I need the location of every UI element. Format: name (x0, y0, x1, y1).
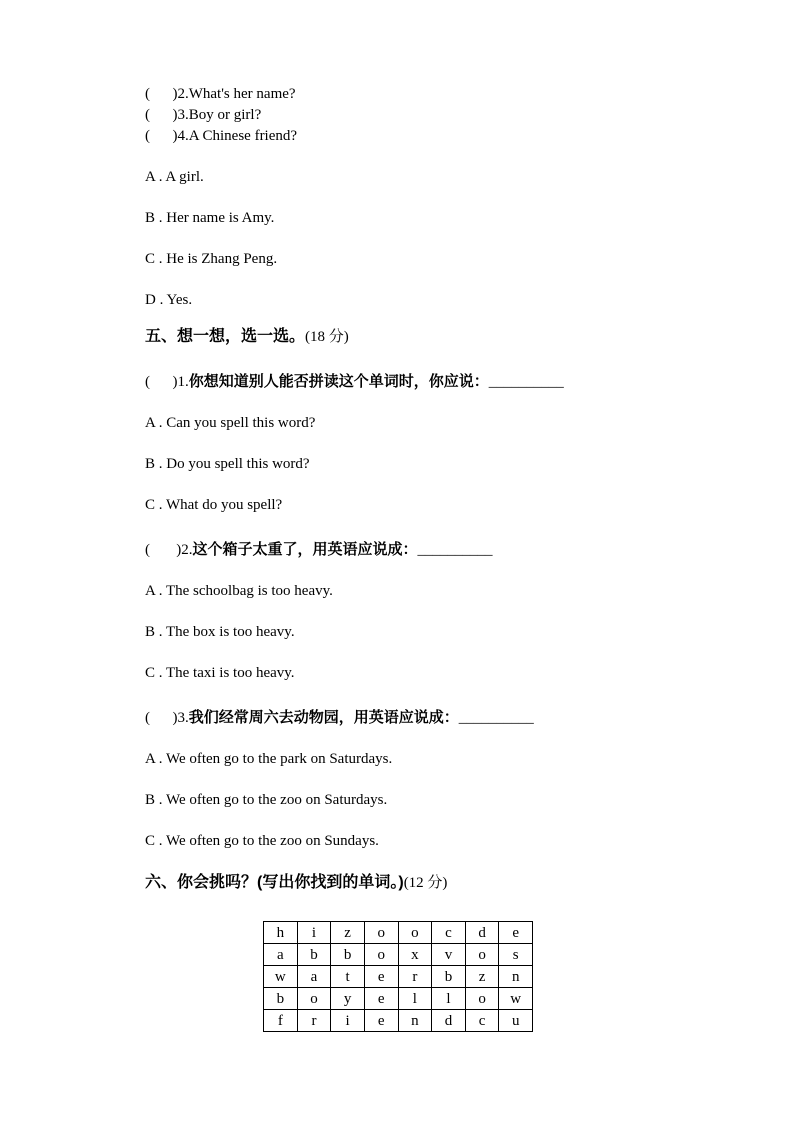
letter-grid (263, 921, 533, 1032)
section-6-heading (145, 872, 693, 894)
question-3-text: 我们经常周六去动物园，用英语应说成： (188, 709, 459, 726)
question-3-option-b: B . We often go to the zoo on Saturdays. (145, 792, 388, 808)
question-2-option-c: C . The taxi is too heavy. (145, 665, 295, 681)
question-1-number: 1. (177, 374, 189, 390)
letter-cell: a (264, 944, 298, 966)
section-5-heading (145, 326, 693, 348)
letter-grid-row (264, 988, 533, 1010)
letter-cell: d (465, 922, 499, 944)
section-6-title: 六、你会挑吗？ (145, 874, 258, 891)
letter-cell: w (264, 966, 298, 988)
letter-cell: o (297, 988, 331, 1010)
letter-cell: l (398, 988, 432, 1010)
question-1-option-a: A . Can you spell this word? (145, 415, 316, 431)
letter-cell: c (465, 1010, 499, 1032)
question-3-number: 3. (177, 710, 189, 726)
letter-cell: n (499, 966, 533, 988)
letter-cell: f (264, 1010, 298, 1032)
letter-cell: w (499, 988, 533, 1010)
letter-cell: b (432, 966, 466, 988)
question-2-text: 这个箱子太重了，用英语应说成： (192, 541, 418, 558)
letter-cell: i (331, 1010, 365, 1032)
section-5-title: 五、想一想，选一选。 (145, 328, 306, 345)
question-3-option-a: A . We often go to the park on Saturdays. (145, 751, 393, 767)
letter-cell: y (331, 988, 365, 1010)
letter-cell: t (331, 966, 365, 988)
matching-item-2: ( )2.What's her name? (145, 86, 296, 102)
letter-cell: o (465, 944, 499, 966)
letter-cell: z (331, 922, 365, 944)
question-2-option-b: B . The box is too heavy. (145, 624, 295, 640)
section-5-score: (18 分) (305, 329, 349, 345)
section-6-subtitle: (写出你找到的单词。) (257, 874, 404, 891)
matching-item-4: ( )4.A Chinese friend? (145, 128, 298, 144)
letter-cell: o (465, 988, 499, 1010)
letter-grid-row (264, 1010, 533, 1032)
letter-cell: s (499, 944, 533, 966)
letter-cell: n (398, 1010, 432, 1032)
letter-cell: v (432, 944, 466, 966)
letter-cell: r (297, 1010, 331, 1032)
question-2-paren: ( ) (145, 542, 182, 558)
matching-option-b: B . Her name is Amy. (145, 210, 275, 226)
letter-cell: h (264, 922, 298, 944)
letter-grid-row (264, 966, 533, 988)
letter-cell: b (264, 988, 298, 1010)
question-3-blank: __________ (458, 710, 534, 726)
question-1-paren: ( ) (145, 374, 178, 390)
letter-grid-row (264, 944, 533, 966)
question-1-blank: __________ (488, 374, 564, 390)
matching-option-a: A . A girl. (145, 169, 204, 185)
letter-cell: b (297, 944, 331, 966)
letter-cell: d (432, 1010, 466, 1032)
question-1-text: 你想知道别人能否拼读这个单词时，你应说： (188, 373, 489, 390)
letter-cell: o (364, 944, 398, 966)
letter-cell: e (364, 988, 398, 1010)
letter-cell: e (364, 966, 398, 988)
letter-cell: a (297, 966, 331, 988)
question-1-option-c: C . What do you spell? (145, 497, 283, 513)
letter-grid-row (264, 922, 533, 944)
letter-cell: x (398, 944, 432, 966)
letter-cell: b (331, 944, 365, 966)
letter-cell: e (364, 1010, 398, 1032)
question-2-stem (145, 539, 693, 561)
letter-cell: e (499, 922, 533, 944)
letter-cell: o (398, 922, 432, 944)
letter-grid-body (264, 922, 533, 1032)
section-6-score: (12 分) (403, 875, 448, 891)
letter-cell: o (364, 922, 398, 944)
letter-cell: c (432, 922, 466, 944)
question-1-stem (145, 371, 693, 393)
question-3-option-c: C . We often go to the zoo on Sundays. (145, 833, 379, 849)
letter-cell: z (465, 966, 499, 988)
question-1-option-b: B . Do you spell this word? (145, 456, 310, 472)
letter-cell: l (432, 988, 466, 1010)
question-2-number: 2. (181, 542, 193, 558)
question-3-stem (145, 707, 693, 729)
letter-cell: u (499, 1010, 533, 1032)
question-2-blank: __________ (417, 542, 493, 558)
letter-cell: r (398, 966, 432, 988)
question-3-paren: ( ) (145, 710, 178, 726)
matching-option-c: C . He is Zhang Peng. (145, 251, 278, 267)
matching-item-3: ( )3.Boy or girl? (145, 107, 262, 123)
question-2-option-a: A . The schoolbag is too heavy. (145, 583, 333, 599)
matching-option-d: D . Yes. (145, 292, 193, 308)
letter-cell: i (297, 922, 331, 944)
